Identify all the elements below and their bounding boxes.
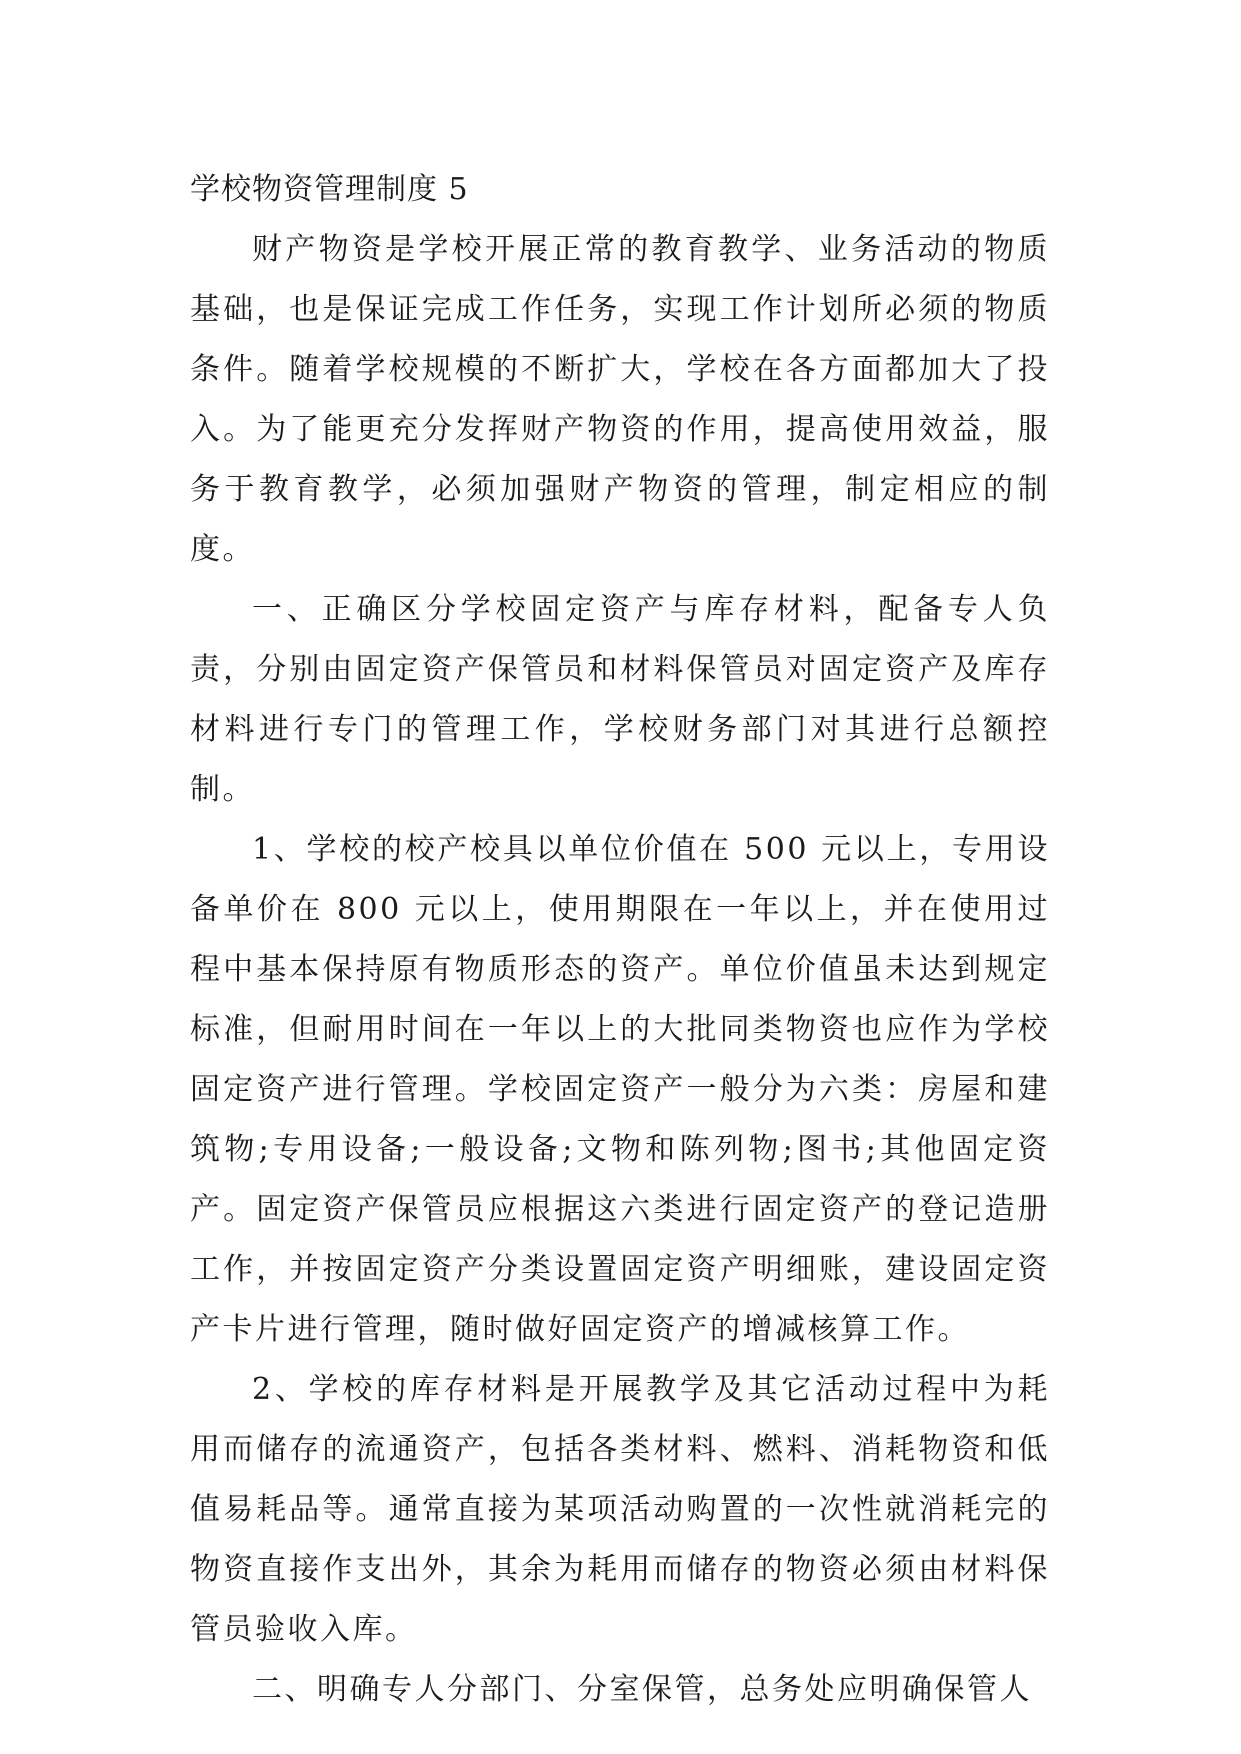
- document-body: [190, 160, 1050, 1720]
- paragraph-item-1: 1、学校的校产校具以单位价值在 500 元以上，专用设备单价在 800 元以上，使用期限在一年以上，并在使用过程中基本保持原有物质形态的资产。单位价值虽未达到规定标准，但耐用时间在一年以上的大批同类物资也应作为学校固定资产进行管理。学校固定资产一般分为六类：房屋和建筑物;专用设备;一般设备;文物和陈列物;图书;其他固定资产。固定资产保管员应根据这六类进行固定资产的登记造册工作，并按固定资产分类设置固定资产明细账，建设固定资产卡片进行管理，随时做好固定资产的增减核算工作。: [190, 832, 1050, 1347]
- paragraph-section-1: 一、正确区分学校固定资产与库存材料，配备专人负责，分别由固定资产保管员和材料保管员对固定资产及库存材料进行专门的管理工作，学校财务部门对其进行总额控制。: [190, 592, 1050, 807]
- document-title: 学校物资管理制度 5: [190, 172, 469, 207]
- paragraph-section-2: 二、明确专人分部门、分室保管，总务处应明确保管人: [252, 1672, 1032, 1707]
- paragraph-item-2: 2、学校的库存材料是开展教学及其它活动过程中为耗用而储存的流通资产，包括各类材料、燃料、消耗物资和低值易耗品等。通常直接为某项活动购置的一次性就消耗完的物资直接作支出外，其余为耗用而储存的物资必须由材料保管员验收入库。: [190, 1372, 1050, 1647]
- paragraph-intro: 财产物资是学校开展正常的教育教学、业务活动的物质基础，也是保证完成工作任务，实现工作计划所必须的物质条件。随着学校规模的不断扩大，学校在各方面都加大了投入。为了能更充分发挥财产物资的作用，提高使用效益，服务于教育教学，必须加强财产物资的管理，制定相应的制度。: [190, 232, 1050, 567]
